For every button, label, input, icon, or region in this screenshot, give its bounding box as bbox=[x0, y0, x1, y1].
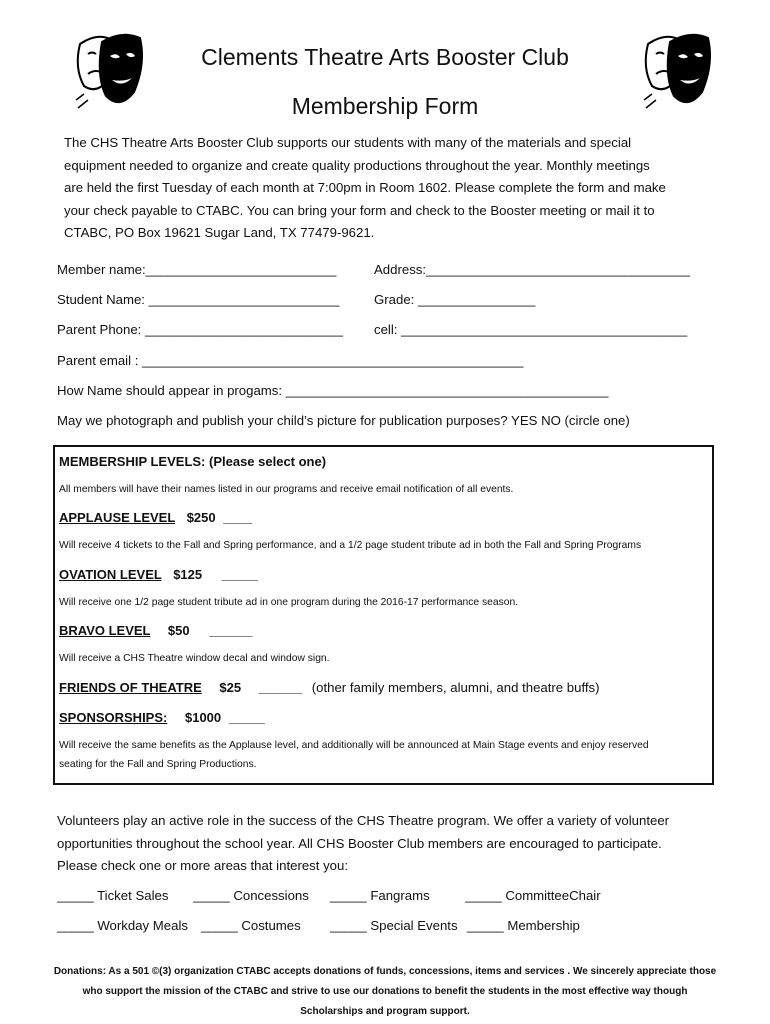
intro-line: The CHS Theatre Arts Booster Club supports our students with many of the materials and special bbox=[64, 135, 632, 150]
bravo-level-price: $50 bbox=[167, 623, 190, 638]
applause-level-name: APPLAUSE LEVEL bbox=[59, 510, 176, 525]
friends-level-option[interactable] bbox=[59, 680, 600, 695]
volunteer-workday-meals[interactable]: _____ Workday Meals bbox=[57, 918, 188, 933]
student-name-field[interactable]: Student Name: __________________________ bbox=[57, 292, 340, 307]
ovation-level-desc: Will receive one 1/2 page student tribute ad in one program during the 2016-17 performance season. bbox=[59, 597, 519, 608]
volunteer-special-events[interactable]: _____ Special Events bbox=[330, 918, 458, 933]
program-name-field[interactable]: How Name should appear in progams: ____________________________________________ bbox=[57, 383, 609, 398]
cell-field[interactable]: cell: _______________________________________ bbox=[374, 322, 688, 337]
volunteer-ticket-sales[interactable]: _____ Ticket Sales bbox=[57, 888, 169, 903]
sponsorships-price: $1000 bbox=[184, 710, 222, 725]
volunteer-concessions[interactable]: _____ Concessions bbox=[193, 888, 309, 903]
applause-level-price: $250 bbox=[186, 510, 216, 525]
volunteer-paragraph bbox=[57, 810, 669, 878]
address-field[interactable]: Address:____________________________________ bbox=[374, 262, 691, 277]
volunteer-costumes[interactable]: _____ Costumes bbox=[201, 918, 301, 933]
bravo-level-desc: Will receive a CHS Theatre window decal and window sign. bbox=[59, 653, 330, 664]
bravo-level-blank[interactable]: ______ bbox=[209, 623, 253, 638]
membership-note: All members will have their names listed in our programs and receive email notification of all events. bbox=[59, 484, 514, 495]
donations-footer bbox=[0, 962, 770, 1022]
applause-level-option[interactable] bbox=[59, 510, 252, 525]
sponsorships-option[interactable] bbox=[59, 710, 265, 725]
intro-line: equipment needed to organize and create quality productions throughout the year. Monthly meetings bbox=[64, 157, 650, 173]
friends-level-blank[interactable]: ______ bbox=[258, 680, 303, 695]
footer-line: Donations: As a 501 ©(3) organization CTABC accepts donations of funds, concessions, items and services . We sincerely appreciate those bbox=[53, 966, 717, 977]
intro-line: are held the first Tuesday of each month at 7:00pm in Room 1602. Please complete the form and make bbox=[64, 180, 666, 195]
page-subtitle: Membership Form bbox=[291, 93, 479, 119]
grade-field[interactable]: Grade: ________________ bbox=[374, 292, 536, 307]
bravo-level-name: BRAVO LEVEL bbox=[59, 623, 151, 638]
footer-line: Scholarships and program support. bbox=[300, 1006, 470, 1017]
sponsorships-blank[interactable]: _____ bbox=[228, 710, 265, 725]
volunteer-membership[interactable]: _____ Membership bbox=[467, 918, 580, 933]
membership-levels-box bbox=[53, 445, 714, 785]
member-name-field[interactable]: Member name:__________________________ bbox=[57, 262, 337, 277]
volunteer-line: opportunities throughout the school year. All CHS Booster Club members are encouraged to participate. bbox=[57, 835, 662, 851]
sponsorships-desc-line2: seating for the Fall and Spring Productions. bbox=[59, 759, 257, 770]
footer-line: who support the mission of the CTABC and strive to use our donations to benefit the students in the most effective way though bbox=[82, 986, 688, 997]
ovation-level-option[interactable] bbox=[59, 567, 258, 582]
photo-permission-question[interactable]: May we photograph and publish your child’s picture for publication purposes? YES NO (circle one) bbox=[57, 413, 630, 428]
parent-phone-field[interactable]: Parent Phone: ___________________________ bbox=[57, 322, 344, 337]
sponsorships-desc-line1: Will receive the same benefits as the Applause level, and additionally will be announced at Main Stage events and enjoy reserved bbox=[59, 740, 649, 751]
parent-email-field[interactable]: Parent email : ____________________________________________________ bbox=[57, 353, 524, 368]
page-title: Clements Theatre Arts Booster Club bbox=[201, 44, 569, 70]
applause-level-desc: Will receive 4 tickets to the Fall and Spring performance, and a 1/2 page student tribute ad in both the Fall and Spring Programs bbox=[59, 540, 642, 551]
ovation-level-price: $125 bbox=[173, 567, 203, 582]
ovation-level-name: OVATION LEVEL bbox=[59, 567, 162, 582]
bravo-level-option[interactable] bbox=[59, 623, 253, 638]
friends-level-name: FRIENDS OF THEATRE bbox=[59, 680, 202, 695]
applause-level-blank[interactable]: ____ bbox=[223, 510, 253, 525]
sponsorships-name: SPONSORSHIPS: bbox=[59, 710, 168, 725]
intro-line: CTABC, PO Box 19621 Sugar Land, TX 77479-9621. bbox=[64, 225, 375, 240]
volunteer-line: Please check one or more areas that interest you: bbox=[57, 858, 349, 873]
volunteer-committee-chair[interactable]: _____ CommitteeChair bbox=[465, 888, 601, 903]
friends-level-price: $25 bbox=[219, 680, 242, 695]
ovation-level-blank[interactable]: _____ bbox=[221, 567, 258, 582]
intro-line: your check payable to CTABC. You can bring your form and check to the Booster meeting or mail it to bbox=[64, 202, 655, 218]
volunteer-fangrams[interactable]: _____ Fangrams bbox=[330, 888, 430, 903]
intro-paragraph bbox=[64, 132, 666, 245]
friends-level-note: (other family members, alumni, and theatre buffs) bbox=[311, 680, 600, 695]
volunteer-line: Volunteers play an active role in the success of the CHS Theatre program. We offer a variety of volunteer bbox=[57, 813, 670, 828]
membership-heading: MEMBERSHIP LEVELS: (Please select one) bbox=[59, 454, 327, 469]
